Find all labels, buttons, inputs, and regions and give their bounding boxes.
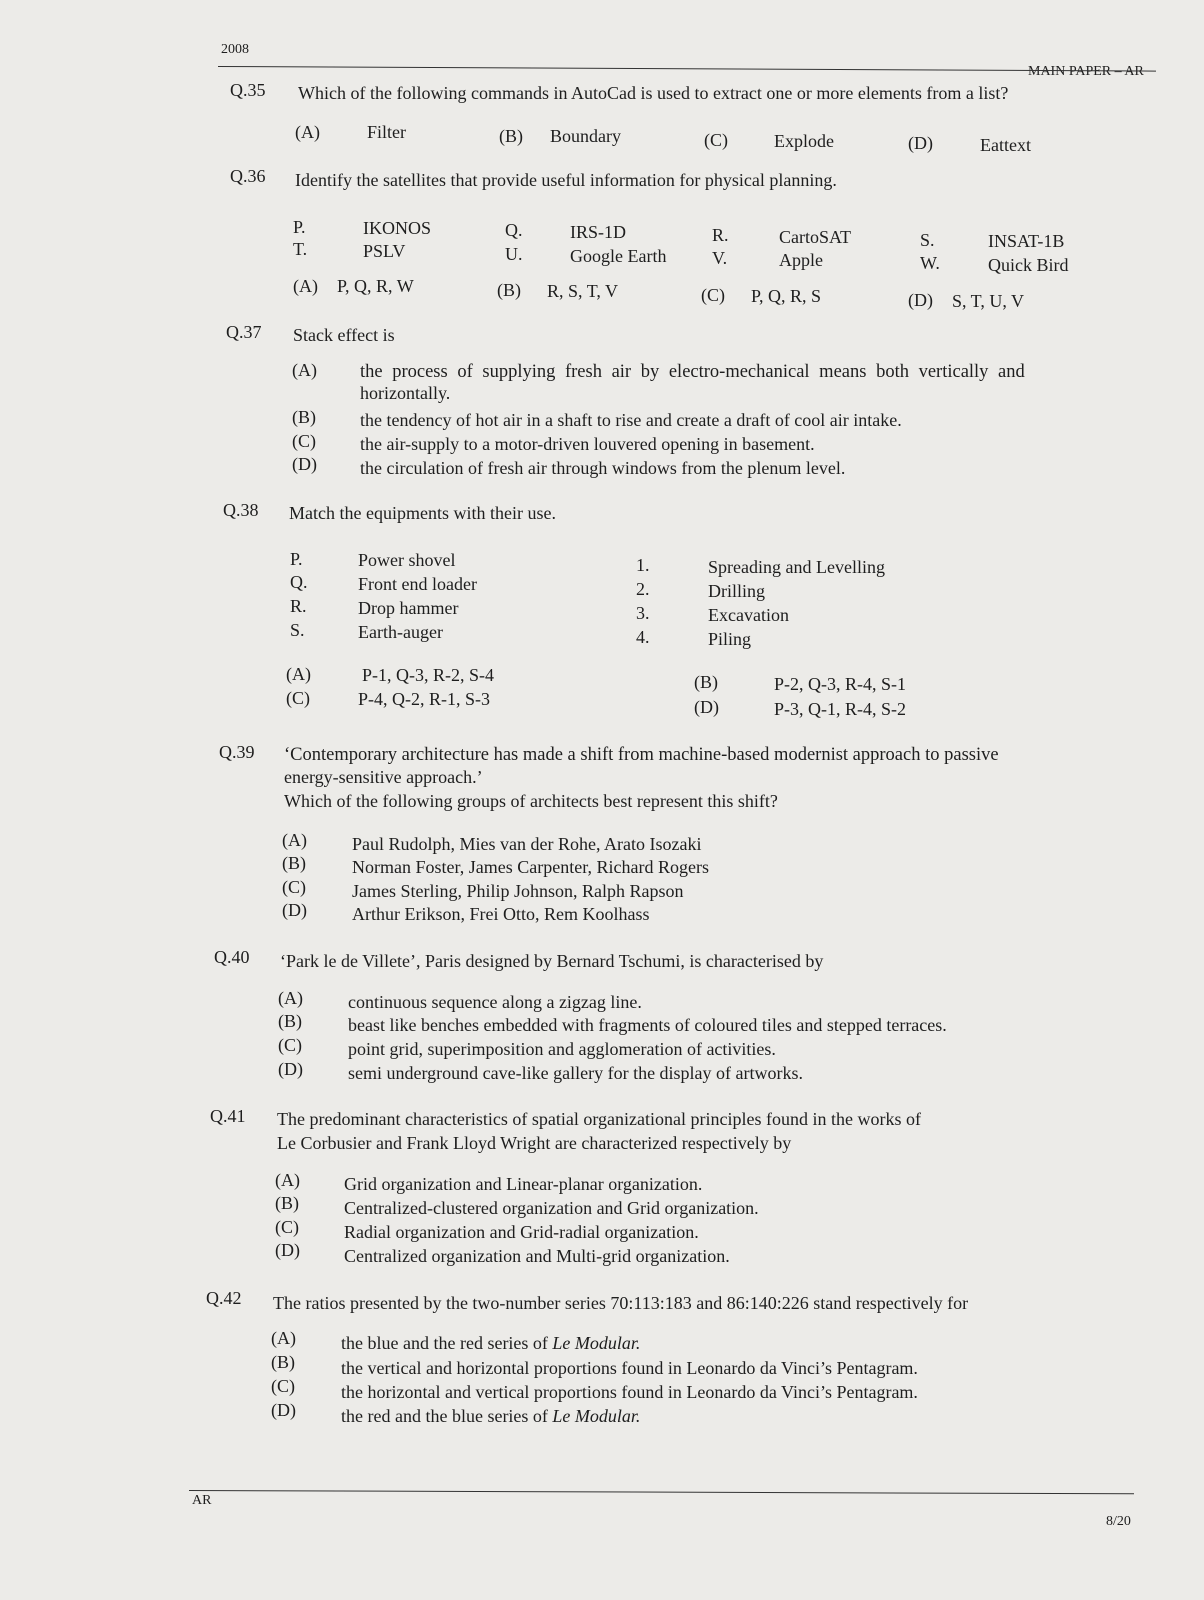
question-number: Q.41 [210, 1106, 246, 1126]
option-text: the air-supply to a motor-driven louvered opening in basement. [360, 434, 815, 454]
option-label: (A) [292, 360, 317, 380]
option-label: (D) [282, 900, 307, 920]
option-text: Explode [774, 131, 834, 151]
item-text: Piling [708, 629, 752, 649]
option-text: James Sterling, Philip Johnson, Ralph Rapson [352, 881, 684, 901]
option-label: (A) [271, 1328, 296, 1348]
question-number: Q.37 [226, 322, 262, 342]
footer-code: AR [192, 1493, 212, 1508]
item-label: T. [293, 239, 308, 259]
header-year: 2008 [221, 42, 249, 57]
item-label: Q. [505, 220, 523, 240]
option-label: (D) [278, 1059, 303, 1079]
option-text: the blue and the red series of Le Modular. [341, 1333, 641, 1353]
option-label: (C) [275, 1217, 299, 1237]
header-rule [218, 66, 1156, 72]
option-text: beast like benches embedded with fragments of coloured tiles and stepped terraces. [348, 1015, 947, 1035]
option-label: (B) [497, 280, 521, 300]
item-label: P. [293, 217, 306, 237]
option-label: (B) [271, 1352, 295, 1372]
option-label: (B) [275, 1193, 299, 1213]
option-label: (B) [292, 407, 316, 427]
question-text: Identify the satellites that provide useful information for physical planning. [295, 170, 837, 190]
question-number: Q.35 [230, 80, 266, 100]
option-label: (A) [295, 122, 320, 142]
question-text: ‘Park le de Villete’, Paris designed by Bernard Tschumi, is characterised by [280, 951, 824, 971]
question-text: Le Corbusier and Frank Lloyd Wright are characterized respectively by [277, 1133, 792, 1153]
option-text: the circulation of fresh air through windows from the plenum level. [360, 458, 846, 478]
item-label: 1. [636, 555, 650, 575]
option-text: P, Q, R, S [751, 286, 822, 306]
item-text: Quick Bird [988, 255, 1069, 275]
item-text: IKONOS [363, 218, 432, 238]
question-text: energy-sensitive approach.’ [284, 767, 483, 787]
question-text: Which of the following groups of architects best represent this shift? [284, 791, 778, 811]
option-text: the tendency of hot air in a shaft to rise and create a draft of cool air intake. [360, 410, 902, 430]
option-text: S, T, U, V [952, 291, 1025, 311]
option-label: (C) [701, 285, 725, 305]
option-text: P-2, Q-3, R-4, S-1 [774, 674, 907, 694]
option-text: Filter [367, 122, 406, 142]
option-text: Norman Foster, James Carpenter, Richard Rogers [352, 857, 709, 877]
option-text: P-3, Q-1, R-4, S-2 [774, 699, 907, 719]
option-text: point grid, superimposition and agglomeration of activities. [348, 1039, 776, 1059]
item-label: Q. [290, 572, 308, 592]
question-text: The predominant characteristics of spatial organizational principles found in the works of [277, 1109, 921, 1129]
question-number: Q.36 [230, 166, 266, 186]
item-text: INSAT-1B [988, 231, 1065, 251]
option-label: (A) [286, 664, 311, 684]
item-text: CartoSAT [779, 227, 851, 247]
item-text: Excavation [708, 605, 789, 625]
option-label: (C) [278, 1035, 302, 1055]
option-label: (B) [282, 853, 306, 873]
item-text: Drop hammer [358, 598, 459, 618]
option-label: (D) [275, 1240, 300, 1260]
option-text: Arthur Erikson, Frei Otto, Rem Koolhass [352, 904, 650, 924]
option-label: (D) [271, 1400, 296, 1420]
option-text: the red and the blue series of Le Modular. [341, 1406, 641, 1426]
item-label: 2. [636, 579, 650, 599]
item-label: 4. [636, 627, 650, 647]
item-label: S. [290, 620, 305, 640]
page-number: 8/20 [1106, 1514, 1131, 1529]
question-text: Which of the following commands in AutoCad is used to extract one or more elements from a list? [298, 83, 1009, 103]
question-text: ‘Contemporary architecture has made a shift from machine-based modernist approach to passive [284, 745, 999, 765]
option-label: (D) [694, 697, 719, 717]
option-text: P-1, Q-3, R-2, S-4 [362, 665, 495, 685]
item-text: Power shovel [358, 550, 456, 570]
option-text: continuous sequence along a zigzag line. [348, 992, 642, 1012]
option-text: R, S, T, V [547, 281, 619, 301]
item-label: R. [712, 225, 729, 245]
header-paper: MAIN PAPER – AR [1028, 64, 1144, 79]
item-label: W. [920, 253, 940, 273]
option-text: semi underground cave-like gallery for the display of artworks. [348, 1063, 804, 1083]
option-text: P, Q, R, W [337, 276, 414, 296]
option-label: (B) [499, 126, 523, 146]
option-label: (D) [908, 290, 933, 310]
question-number: Q.40 [214, 947, 250, 967]
item-text: Drilling [708, 581, 765, 601]
option-text: Centralized-clustered organization and Grid organization. [344, 1198, 759, 1218]
item-text: Earth-auger [358, 622, 443, 642]
option-text: Centralized organization and Multi-grid organization. [344, 1246, 730, 1266]
item-label: U. [505, 244, 523, 264]
option-label: (A) [282, 830, 307, 850]
option-text: P-4, Q-2, R-1, S-3 [358, 689, 491, 709]
option-label: (D) [908, 133, 933, 153]
option-text: Radial organization and Grid-radial organization. [344, 1222, 699, 1242]
option-label: (C) [271, 1376, 295, 1396]
option-label: (B) [278, 1011, 302, 1031]
question-number: Q.39 [219, 742, 255, 762]
option-label: (A) [275, 1170, 300, 1190]
option-text: the horizontal and vertical proportions found in Leonardo da Vinci’s Pentagram. [341, 1382, 918, 1402]
question-text: Match the equipments with their use. [289, 503, 556, 523]
footer-rule [189, 1490, 1134, 1494]
item-label: 3. [636, 603, 650, 623]
option-text-continued: horizontally. [360, 383, 451, 403]
option-text: Grid organization and Linear-planar organization. [344, 1174, 703, 1194]
item-label: S. [920, 230, 935, 250]
option-text: Boundary [550, 126, 621, 146]
question-number: Q.42 [206, 1288, 242, 1308]
option-text: the process of supplying fresh air by electro-mechanical means both vertically and [360, 362, 1025, 382]
question-text: The ratios presented by the two-number series 70:113:183 and 86:140:226 stand respectively for [273, 1293, 969, 1313]
item-text: Google Earth [570, 246, 667, 266]
item-text: IRS-1D [570, 222, 627, 242]
option-label: (A) [293, 276, 318, 296]
option-label: (B) [694, 672, 718, 692]
item-label: R. [290, 596, 307, 616]
option-label: (C) [286, 688, 310, 708]
option-label: (C) [704, 130, 728, 150]
option-label: (A) [278, 988, 303, 1008]
item-text: Spreading and Levelling [708, 557, 885, 577]
option-text: the vertical and horizontal proportions found in Leonardo da Vinci’s Pentagram. [341, 1358, 918, 1378]
option-label: (D) [292, 454, 317, 474]
item-text: Front end loader [358, 574, 477, 594]
item-text: PSLV [363, 241, 406, 261]
item-text: Apple [779, 250, 823, 270]
question-text: Stack effect is [293, 325, 395, 345]
option-label: (C) [282, 877, 306, 897]
question-number: Q.38 [223, 500, 259, 520]
option-label: (C) [292, 431, 316, 451]
item-label: P. [290, 549, 303, 569]
item-label: V. [712, 248, 728, 268]
option-text: Paul Rudolph, Mies van der Rohe, Arato Isozaki [352, 834, 702, 854]
option-text: Eattext [980, 135, 1031, 155]
